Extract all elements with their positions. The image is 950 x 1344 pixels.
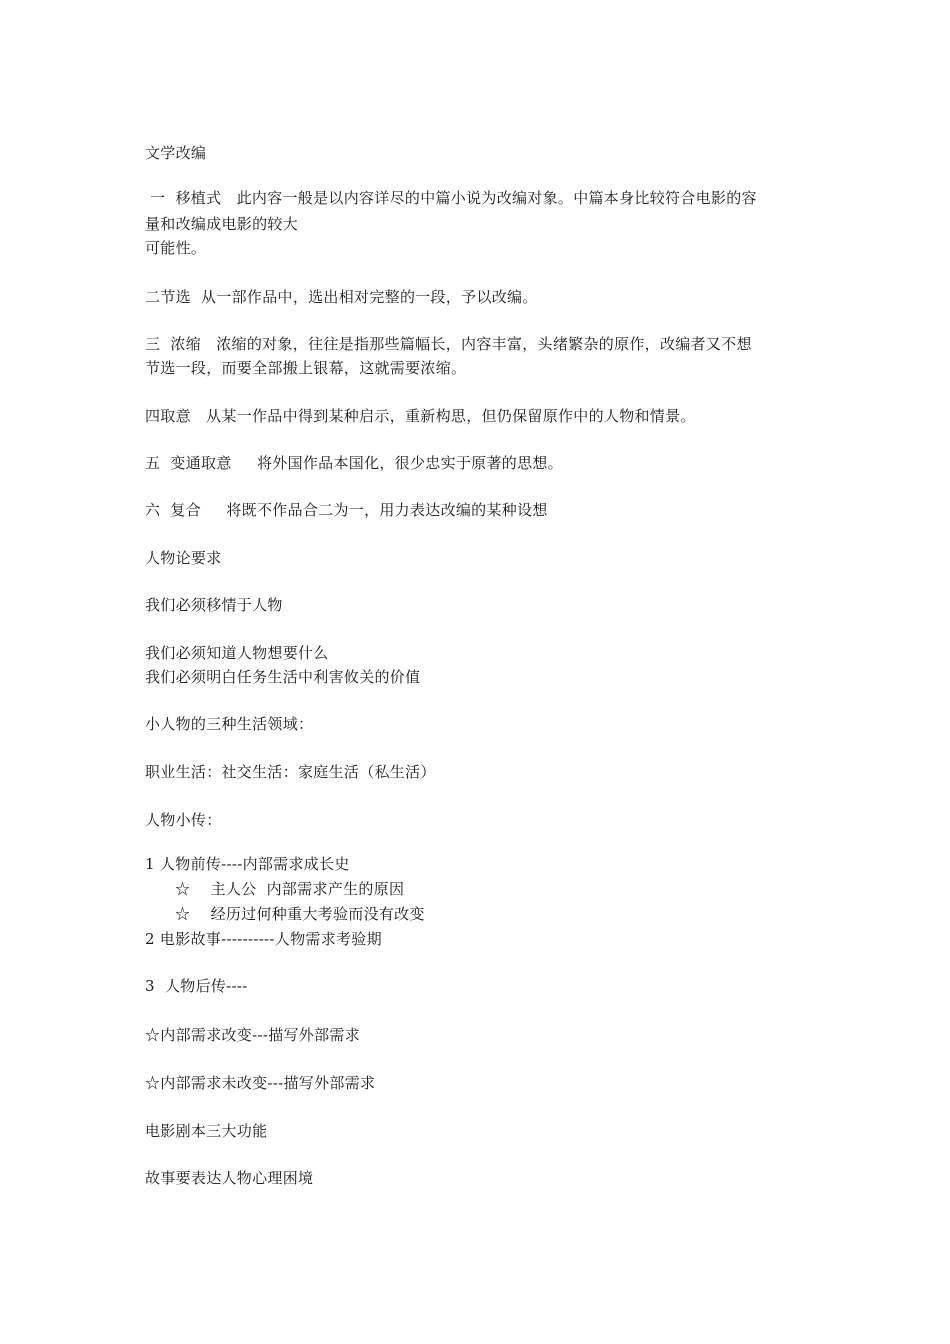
life-domains: 职业生活：社交生活：家庭生活（私生活） [145, 763, 436, 781]
paragraph-transplant-line-2: 量和改编成电影的较大 [145, 215, 299, 233]
paragraph-transplant-line-1: 一 移植式 此内容一般是以内容详尽的中篇小说为改编对象。中篇本身比较符合电影的容 [145, 189, 757, 207]
bio-item-1b: ☆ 经历过何种重大考验而没有改变 [175, 905, 425, 923]
paragraph-composite: 六 复合 将既不作品合二为一，用力表达改编的某种设想 [145, 501, 548, 519]
paragraph-excerpt: 二节选 从一部作品中，选出相对完整的一段，予以改编。 [145, 288, 538, 306]
life-domains-title: 小人物的三种生活领域： [145, 715, 314, 733]
character-requirement-2: 我们必须知道人物想要什么 [145, 644, 329, 662]
character-requirement-3: 我们必须明白任务生活中利害攸关的价值 [145, 668, 421, 686]
paragraph-condense-line-1: 三 浓缩 浓缩的对象，往往是指那些篇幅长，内容丰富，头绪繁杂的原作，改编者又不想 [145, 335, 752, 353]
paragraph-flexible-idea: 五 变通取意 将外国作品本国化，很少忠实于原著的思想。 [145, 454, 563, 472]
bio-item-2: 2 电影故事----------人物需求考验期 [145, 930, 382, 948]
character-requirement-1: 我们必须移情于人物 [145, 596, 283, 614]
bio-title: 人物小传： [145, 811, 222, 829]
bio-item-3: 3 人物后传---- [145, 977, 248, 995]
bio-item-1a: ☆ 主人公 内部需求产生的原因 [175, 880, 405, 898]
paragraph-condense-line-2: 节选一段，而要全部搬上银幕，这就需要浓缩。 [145, 359, 467, 377]
document-title: 文学改编 [145, 144, 207, 162]
need-changed: ☆内部需求改变---描写外部需求 [145, 1026, 361, 1044]
paragraph-transplant-line-3: 可能性。 [145, 239, 207, 257]
paragraph-take-idea: 四取意 从某一作品中得到某种启示，重新构思，但仍保留原作中的人物和情景。 [145, 407, 696, 425]
bio-item-1: 1 人物前传----内部需求成长史 [145, 855, 350, 873]
section-heading-character: 人物论要求 [145, 549, 222, 567]
section-heading-screenplay: 电影剧本三大功能 [145, 1122, 268, 1140]
need-unchanged: ☆内部需求未改变---描写外部需求 [145, 1074, 376, 1092]
screenplay-line-1: 故事要表达人物心理困境 [145, 1169, 314, 1187]
